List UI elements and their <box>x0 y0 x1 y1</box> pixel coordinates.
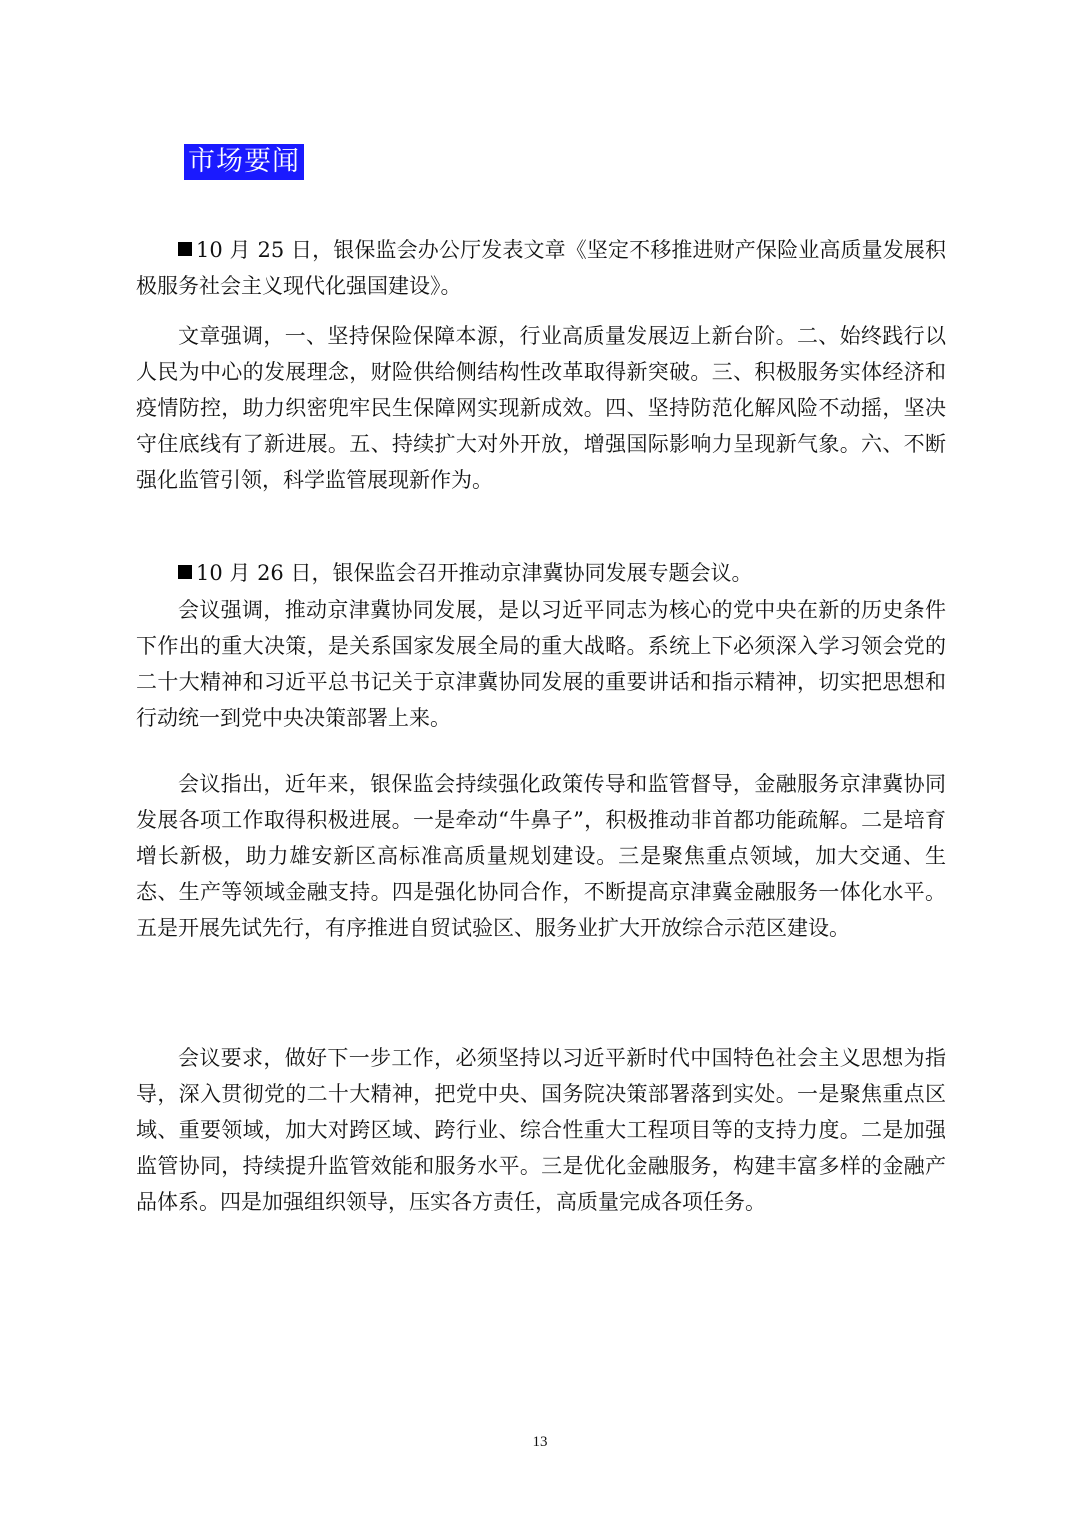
news-paragraph: 会议指出，近年来，银保监会持续强化政策传导和监管督导，金融服务京津冀协同发展各项工作取得积极进展。一是牵动“牛鼻子”，积极推动非首都功能疏解。二是培育增长新极，助力雄安新区高标准高质量规划建设。三是聚焦重点领域，加大交通、生态、生产等领域金融支持。四是强化协同合作，不断提高京津冀金融服务一体化水平。五是开展先试先行，有序推进自贸试验区、服务业扩大开放综合示范区建设。 <box>136 772 946 940</box>
news-item-lead <box>136 232 946 304</box>
news-item-lead <box>136 555 946 591</box>
news-paragraph: 会议要求，做好下一步工作，必须坚持以习近平新时代中国特色社会主义思想为指导，深入贯彻党的二十大精神，把党中央、国务院决策部署落到实处。一是聚焦重点区域、重要领域，加大对跨区域、跨行业、综合性重大工程项目等的支持力度。二是加强监管协同，持续提升监管效能和服务水平。三是优化金融服务，构建丰富多样的金融产品体系。四是加强组织领导，压实各方责任，高质量完成各项任务。 <box>136 1046 946 1214</box>
bullet-square-icon <box>178 242 192 256</box>
page-number: 13 <box>532 1434 548 1450</box>
news-lead-text: 10 月 25 日，银保监会办公厅发表文章《坚定不移推进财产保险业高质量发展积极服务社会主义现代化强国建设》。 <box>136 238 946 298</box>
news-paragraph: 文章强调，一、坚持保险保障本源，行业高质量发展迈上新台阶。二、始终践行以人民为中心的发展理念，财险供给侧结构性改革取得新突破。三、积极服务实体经济和疫情防控，助力织密兜牢民生保障网实现新成效。四、坚持防范化解风险不动摇，坚决守住底线有了新进展。五、持续扩大对外开放，增强国际影响力呈现新气象。六、不断强化监管引领，科学监管展现新作为。 <box>136 324 946 492</box>
section-heading: 市场要闻 <box>184 144 304 180</box>
news-paragraph: 会议强调，推动京津冀协同发展，是以习近平同志为核心的党中央在新的历史条件下作出的重大决策，是关系国家发展全局的重大战略。系统上下必须深入学习领会党的二十大精神和习近平总书记关于京津冀协同发展的重要讲话和指示精神，切实把思想和行动统一到党中央决策部署上来。 <box>136 598 946 730</box>
bullet-square-icon <box>178 565 192 579</box>
news-lead-text: 10 月 26 日，银保监会召开推动京津冀协同发展专题会议。 <box>196 561 753 585</box>
